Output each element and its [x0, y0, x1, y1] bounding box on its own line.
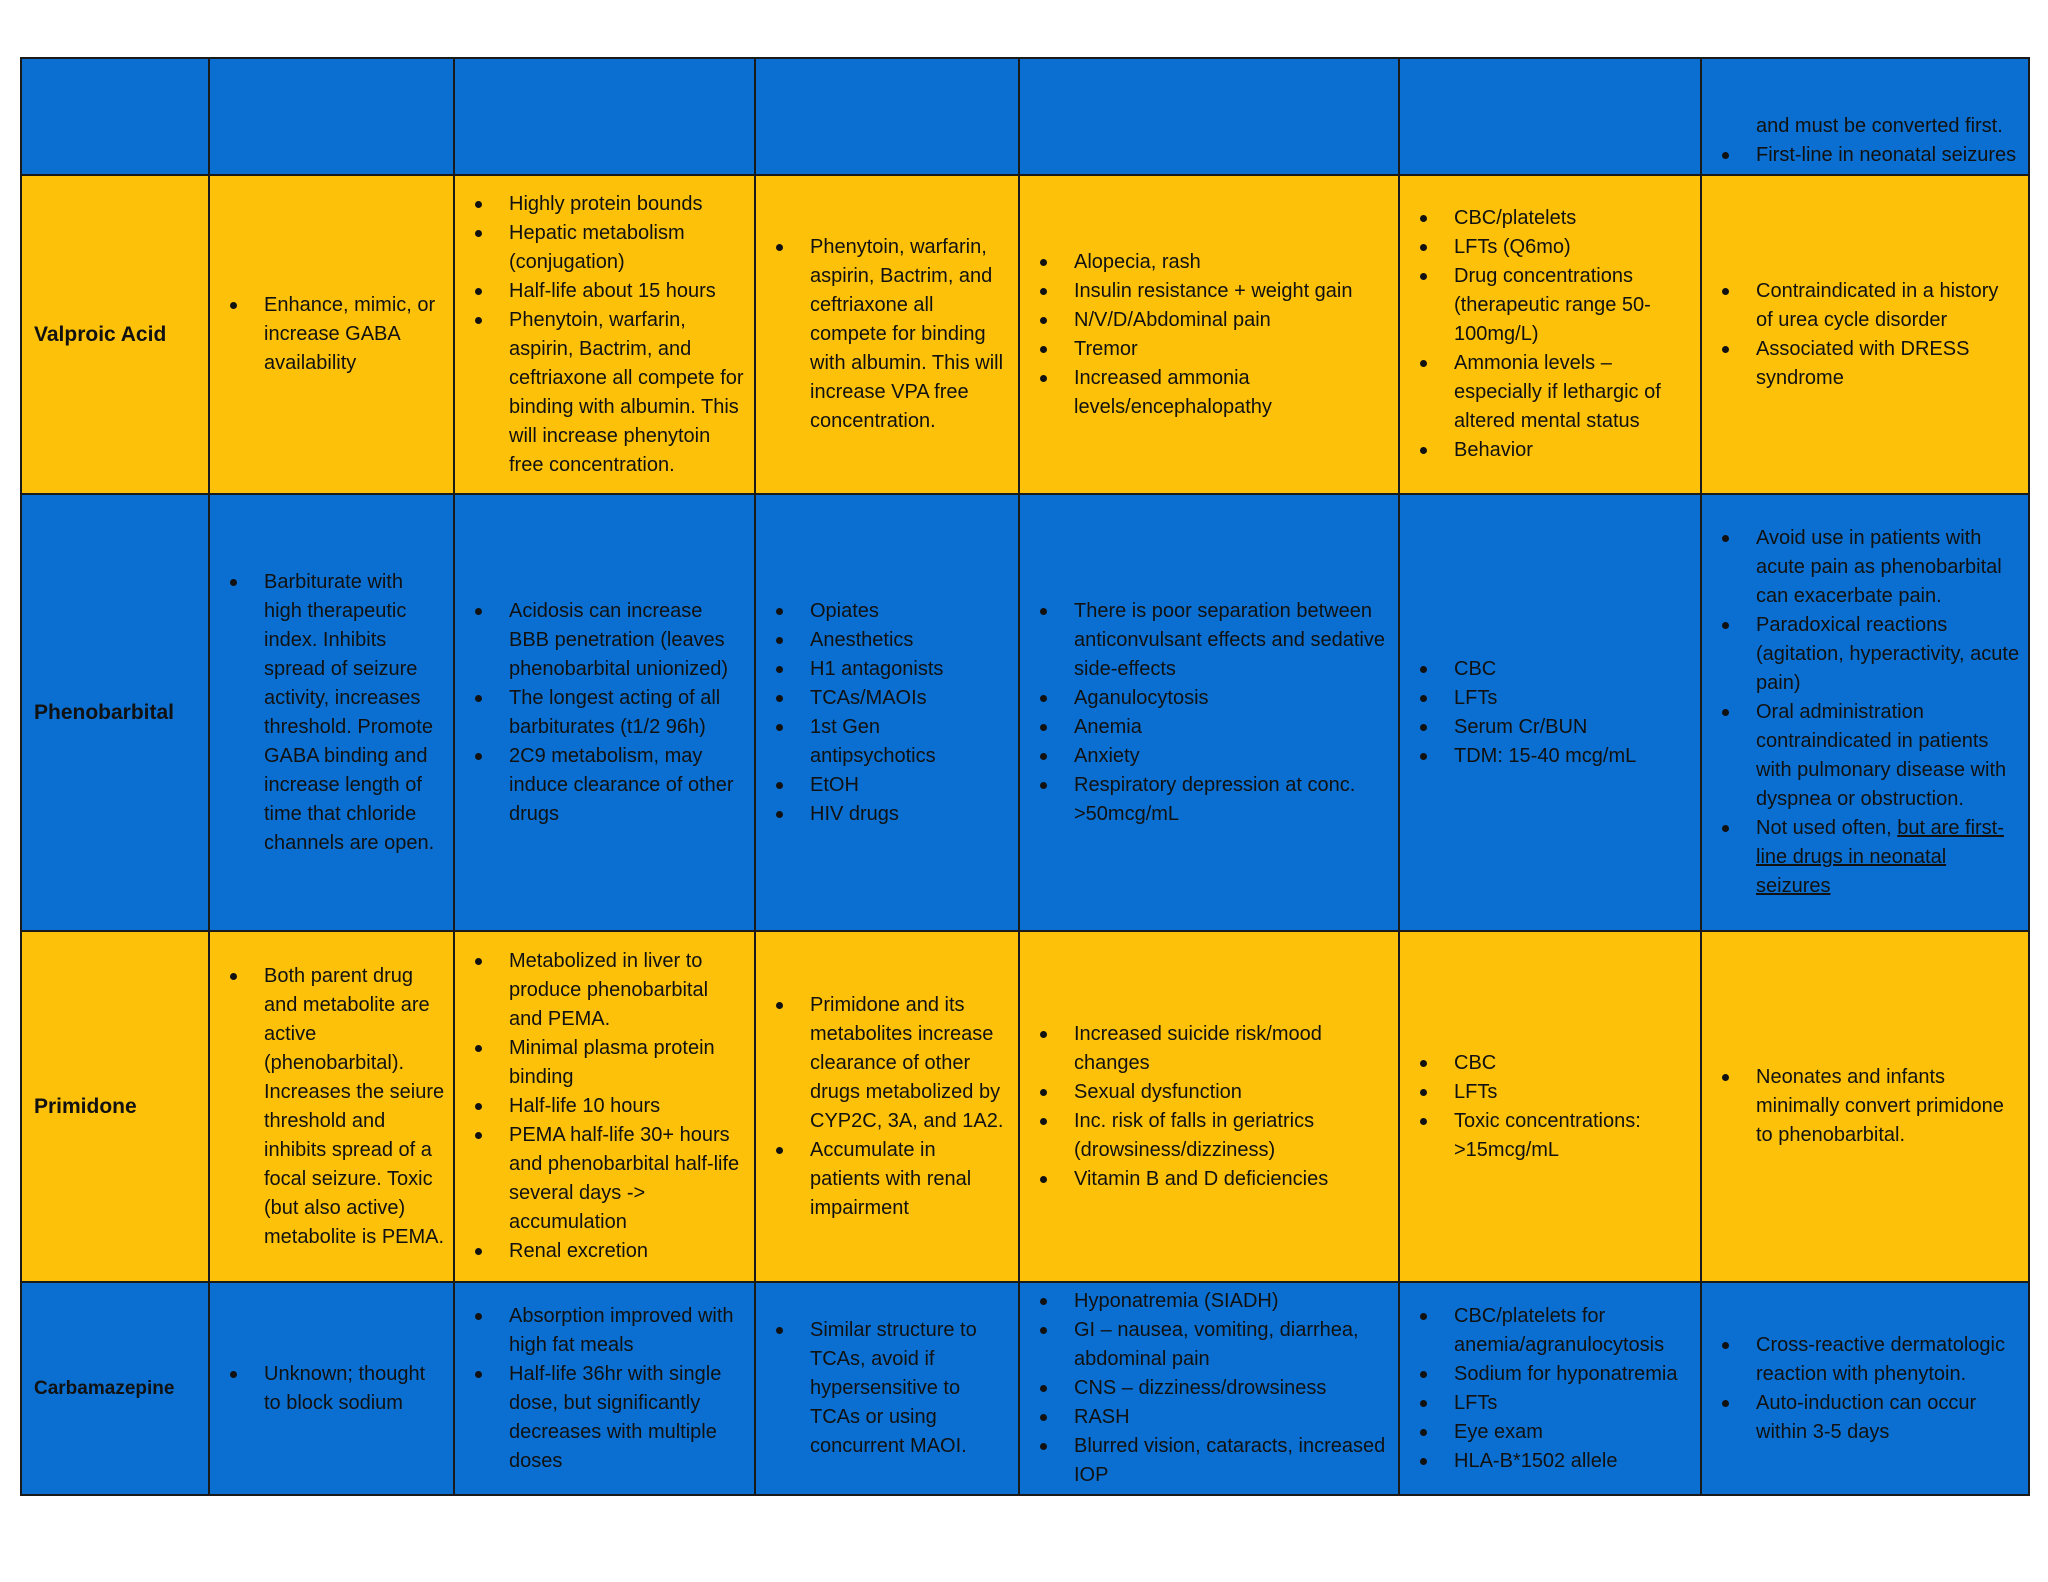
list-item: There is poor separation between anticonvulsant effects and sedative side-effects	[1028, 597, 1390, 684]
interactions-cell	[755, 175, 1019, 494]
notes-cell	[1701, 175, 2029, 494]
monitoring-cell	[1399, 494, 1701, 931]
list-item: GI – nausea, vomiting, diarrhea, abdominal pain	[1028, 1316, 1390, 1374]
table-row	[21, 494, 2029, 931]
list-item: Vitamin B and D deficiencies	[1028, 1165, 1390, 1194]
list-item: Increased ammonia levels/encephalopathy	[1028, 364, 1390, 422]
list-item: HLA-B*1502 allele	[1408, 1447, 1692, 1476]
list-item: Phenytoin, warfarin, aspirin, Bactrim, and ceftriaxone all compete for binding with albumin. This will increase phenytoin free concentration.	[463, 306, 746, 480]
list-item: Ammonia levels – especially if lethargic of altered mental status	[1408, 349, 1692, 436]
pharmacokinetics-cell	[454, 931, 755, 1282]
list-item: Anxiety	[1028, 742, 1390, 771]
list-item: HIV drugs	[764, 800, 1010, 829]
list-item: Renal excretion	[463, 1237, 746, 1266]
list-item: H1 antagonists	[764, 655, 1010, 684]
mechanism-cell	[209, 58, 454, 175]
list-item: Insulin resistance + weight gain	[1028, 277, 1390, 306]
list-item: Barbiturate with high therapeutic index. Inhibits spread of seizure activity, increases threshold. Promote GABA binding and increase length of time that chloride channels are open.	[218, 568, 445, 858]
table-row	[21, 175, 2029, 494]
list-item: RASH	[1028, 1403, 1390, 1432]
list-item: Anemia	[1028, 713, 1390, 742]
pharmacokinetics-cell	[454, 494, 755, 931]
list-item: Highly protein bounds	[463, 190, 746, 219]
list-item: LFTs (Q6mo)	[1408, 233, 1692, 262]
list-item: Drug concentrations (therapeutic range 50-100mg/L)	[1408, 262, 1692, 349]
drug-reference-table	[20, 57, 2030, 1496]
list-item: TCAs/MAOIs	[764, 684, 1010, 713]
list-item: LFTs	[1408, 1078, 1692, 1107]
list-item: LFTs	[1408, 684, 1692, 713]
interactions-cell	[755, 58, 1019, 175]
mechanism-cell	[209, 494, 454, 931]
list-item: Behavior	[1408, 436, 1692, 465]
adverse-effects-cell	[1019, 175, 1399, 494]
list-item: Half-life 10 hours	[463, 1092, 746, 1121]
list-item: Oral administration contraindicated in patients with pulmonary disease with dyspnea or obstruction.	[1710, 698, 2020, 814]
list-item: Anesthetics	[764, 626, 1010, 655]
adverse-effects-cell	[1019, 494, 1399, 931]
drug-name-cell: Primidone	[21, 931, 209, 1282]
list-item: Increased suicide risk/mood changes	[1028, 1020, 1390, 1078]
drug-name-cell	[21, 58, 209, 175]
list-item: Absorption improved with high fat meals	[463, 1302, 746, 1360]
adverse-effects-cell	[1019, 58, 1399, 175]
list-item: Unknown; thought to block sodium	[218, 1360, 445, 1418]
note-text: Not used often,	[1756, 817, 1898, 839]
list-item: First-line in neonatal seizures	[1710, 141, 2020, 170]
monitoring-cell	[1399, 175, 1701, 494]
list-item: CBC	[1408, 1049, 1692, 1078]
list-item: EtOH	[764, 771, 1010, 800]
list-item: Half-life 36hr with single dose, but significantly decreases with multiple doses	[463, 1360, 746, 1476]
list-item: CNS – dizziness/drowsiness	[1028, 1374, 1390, 1403]
list-item: Hepatic metabolism (conjugation)	[463, 219, 746, 277]
list-item: TDM: 15-40 mcg/mL	[1408, 742, 1692, 771]
monitoring-cell	[1399, 931, 1701, 1282]
list-item: Alopecia, rash	[1028, 248, 1390, 277]
interactions-cell	[755, 1282, 1019, 1495]
list-item: CBC	[1408, 655, 1692, 684]
list-item: 2C9 metabolism, may induce clearance of other drugs	[463, 742, 746, 829]
list-item: Half-life about 15 hours	[463, 277, 746, 306]
list-item: Aganulocytosis	[1028, 684, 1390, 713]
table-row	[21, 931, 2029, 1282]
list-item: Metabolized in liver to produce phenobarbital and PEMA.	[463, 947, 746, 1034]
list-item: Auto-induction can occur within 3-5 days	[1710, 1389, 2020, 1447]
list-item: PEMA half-life 30+ hours and phenobarbital half-life several days -> accumulation	[463, 1121, 746, 1237]
adverse-effects-cell	[1019, 1282, 1399, 1495]
list-item: Blurred vision, cataracts, increased IOP	[1028, 1432, 1390, 1490]
list-item: Accumulate in patients with renal impairment	[764, 1136, 1010, 1223]
list-item: Hyponatremia (SIADH)	[1028, 1287, 1390, 1316]
notes-cell	[1701, 494, 2029, 931]
list-item: Cross-reactive dermatologic reaction with phenytoin.	[1710, 1331, 2020, 1389]
monitoring-cell	[1399, 58, 1701, 175]
list-item: Sexual dysfunction	[1028, 1078, 1390, 1107]
list-item: Associated with DRESS syndrome	[1710, 335, 2020, 393]
mechanism-cell	[209, 1282, 454, 1495]
list-item: Avoid use in patients with acute pain as phenobarbital can exacerbate pain.	[1710, 524, 2020, 611]
list-item: 1st Gen antipsychotics	[764, 713, 1010, 771]
mechanism-cell	[209, 931, 454, 1282]
drug-name-cell: Phenobarbital	[21, 494, 209, 931]
mechanism-cell	[209, 175, 454, 494]
pharmacokinetics-cell	[454, 175, 755, 494]
list-item: Respiratory depression at conc. >50mcg/mL	[1028, 771, 1390, 829]
notes-cell	[1701, 931, 2029, 1282]
table-row	[21, 1282, 2029, 1495]
list-item: Minimal plasma protein binding	[463, 1034, 746, 1092]
list-item: Inc. risk of falls in geriatrics (drowsiness/dizziness)	[1028, 1107, 1390, 1165]
monitoring-cell	[1399, 1282, 1701, 1495]
list-item: Contraindicated in a history of urea cycle disorder	[1710, 277, 2020, 335]
list-item: Neonates and infants minimally convert primidone to phenobarbital.	[1710, 1063, 2020, 1150]
list-item: CBC/platelets	[1408, 204, 1692, 233]
list-item: Sodium for hyponatremia	[1408, 1360, 1692, 1389]
list-item: Primidone and its metabolites increase clearance of other drugs metabolized by CYP2C, 3A, and 1A2.	[764, 991, 1010, 1136]
pharmacokinetics-cell	[454, 58, 755, 175]
list-item: LFTs	[1408, 1389, 1692, 1418]
list-item: Toxic concentrations: >15mcg/mL	[1408, 1107, 1692, 1165]
list-item: Opiates	[764, 597, 1010, 626]
list-item: N/V/D/Abdominal pain	[1028, 306, 1390, 335]
list-item: Phenytoin, warfarin, aspirin, Bactrim, and ceftriaxone all compete for binding with albumin. This will increase VPA free concentration.	[764, 233, 1010, 436]
list-item	[1710, 814, 2020, 901]
list-item: The longest acting of all barbiturates (t1/2 96h)	[463, 684, 746, 742]
notes-cell	[1701, 58, 2029, 175]
adverse-effects-cell	[1019, 931, 1399, 1282]
table-row	[21, 58, 2029, 175]
list-item: Enhance, mimic, or increase GABA availability	[218, 291, 445, 378]
notes-cell	[1701, 1282, 2029, 1495]
list-item: Eye exam	[1408, 1418, 1692, 1447]
list-item: Paradoxical reactions (agitation, hyperactivity, acute pain)	[1710, 611, 2020, 698]
list-item: Tremor	[1028, 335, 1390, 364]
drug-name-cell: Valproic Acid	[21, 175, 209, 494]
list-item: Acidosis can increase BBB penetration (leaves phenobarbital unionized)	[463, 597, 746, 684]
list-item: Serum Cr/BUN	[1408, 713, 1692, 742]
underlined-note-text: but are first-line drugs in neonatal seizures	[1756, 817, 2004, 897]
list-item: Both parent drug and metabolite are active (phenobarbital). Increases the seiure threshold and inhibits spread of a focal seizure. Toxic (but also active) metabolite is PEMA.	[218, 962, 445, 1252]
interactions-cell	[755, 494, 1019, 931]
list-item: CBC/platelets for anemia/agranulocytosis	[1408, 1302, 1692, 1360]
list-item: and must be converted first.	[1756, 115, 2003, 137]
pharmacokinetics-cell	[454, 1282, 755, 1495]
drug-name-cell: Carbamazepine	[21, 1282, 209, 1495]
list-item: Similar structure to TCAs, avoid if hypersensitive to TCAs or using concurrent MAOI.	[764, 1316, 1010, 1461]
interactions-cell	[755, 931, 1019, 1282]
